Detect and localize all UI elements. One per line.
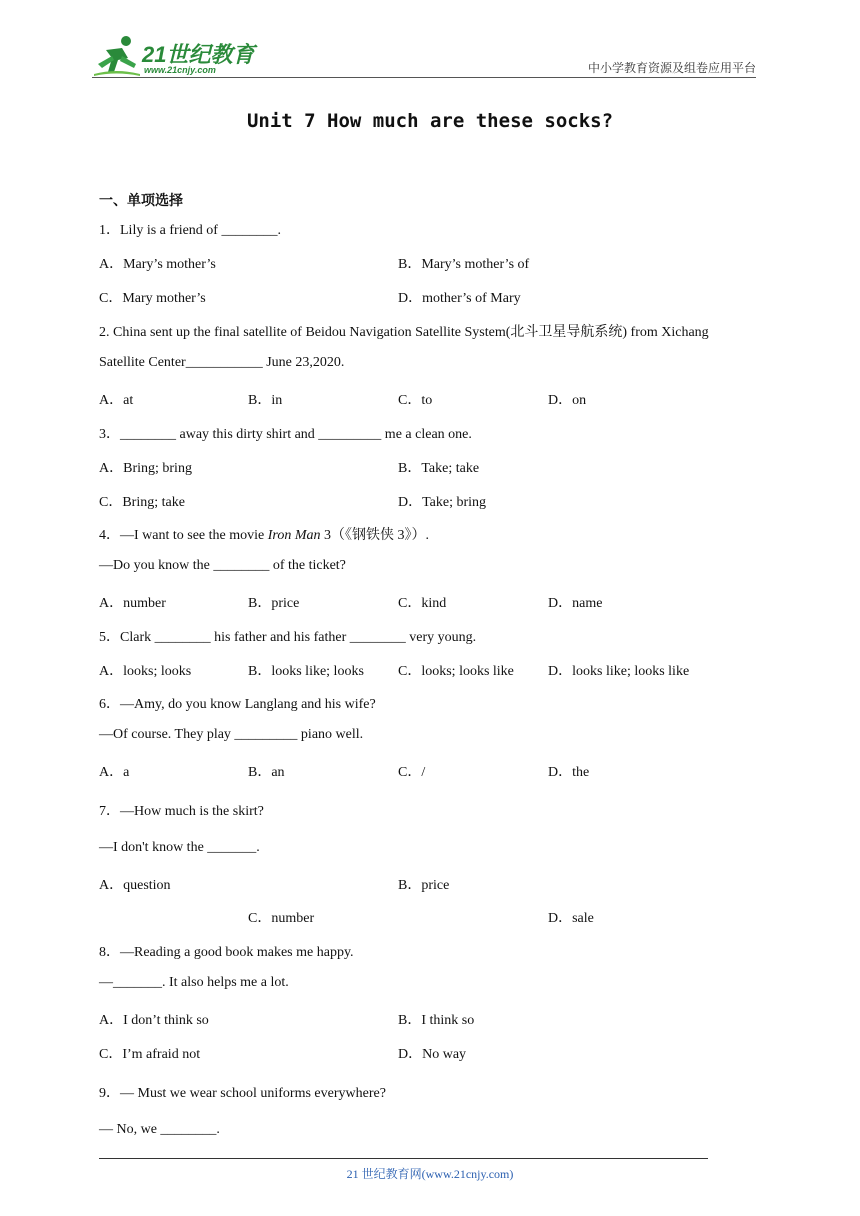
site-logo [92,34,262,78]
q6-option-d: D．the [548,765,590,780]
q5-option-a: A．looks; looks [99,664,192,679]
q4-option-d: D．name [548,596,603,611]
question-2-text: 2. China sent up the final satellite of Beidou Navigation Satellite System(北斗卫星导航系统) from Xichang [99,325,709,340]
question-9-text: 9．— Must we wear school uniforms everywhere? [99,1086,386,1101]
q2-option-d: D．on [548,393,587,408]
q5-option-c: C．looks; looks like [398,664,514,679]
question-9-text-cont: — No, we ________. [99,1122,220,1137]
q4-option-c: C．kind [398,596,447,611]
header-divider [92,77,756,78]
q6-option-b: B．an [248,765,285,780]
q3-option-d: D．Take; bring [398,495,487,510]
question-8-text-cont: —_______. It also helps me a lot. [99,975,289,990]
q4-option-a: A．number [99,596,166,611]
q8-option-d: D．No way [398,1047,467,1062]
q1-option-c: C．Mary mother’s [99,291,206,306]
question-7-text: 7．—How much is the skirt? [99,804,264,819]
q8-option-b: B．I think so [398,1013,475,1028]
q7-option-d: D．sale [548,911,594,926]
q4-tail: 3（《钢铁侠 3》）. [320,528,430,543]
section-heading: 一、单项选择 [99,193,183,209]
logo-name: 21世纪教育 [142,42,255,67]
platform-tagline: 中小学教育资源及组卷应用平台 [587,61,756,75]
q1-option-a: A．Mary’s mother’s [99,257,216,272]
q8-option-c: C．I’m afraid not [99,1047,201,1062]
question-3-text: 3．________ away this dirty shirt and _________ me a clean one. [99,427,472,442]
q5-option-d: D．looks like; looks like [548,664,690,679]
q3-option-b: B．Take; take [398,461,480,476]
q1-option-d: D．mother’s of Mary [398,291,521,306]
q2-option-b: B．in [248,393,283,408]
question-4-text-cont: —Do you know the ________ of the ticket? [99,558,346,573]
page-header [92,30,756,80]
q8-option-a: A．I don’t think so [99,1013,209,1028]
question-1-text: 1．Lily is a friend of ________. [99,223,281,238]
question-2-text-cont: Satellite Center___________ June 23,2020. [99,355,345,370]
q6-option-c: C．/ [398,765,426,780]
q3-option-a: A．Bring; bring [99,461,192,476]
q2-option-c: C．to [398,393,433,408]
logo-url: www.21cnjy.com [144,65,216,75]
footer-divider [99,1158,708,1159]
q4-option-b: B．price [248,596,300,611]
runner-logo-icon [92,34,142,78]
q6-option-a: A．a [99,765,130,780]
question-4-text [99,524,429,544]
q5-option-b: B．looks like; looks [248,664,364,679]
question-6-text: 6．—Amy, do you know Langlang and his wife? [99,697,376,712]
question-6-text-cont: —Of course. They play _________ piano well. [99,727,364,742]
page-footer: 21 世纪教育网(www.21cnjy.com) [346,1167,514,1181]
page-title: Unit 7 How much are these socks? [246,110,614,132]
q2-option-a: A．at [99,393,134,408]
q7-option-c: C．number [248,911,315,926]
q4-lead: 4．—I want to see the movie [99,528,268,543]
question-5-text: 5．Clark ________ his father and his father ________ very young. [99,630,477,645]
q4-movie-title: Iron Man [267,528,321,543]
q7-option-a: A．question [99,878,171,893]
q1-option-b: B．Mary’s mother’s of [398,257,530,272]
question-8-text: 8．—Reading a good book makes me happy. [99,945,354,960]
q7-option-b: B．price [398,878,450,893]
question-7-text-cont: —I don't know the _______. [99,840,260,855]
q3-option-c: C．Bring; take [99,495,185,510]
